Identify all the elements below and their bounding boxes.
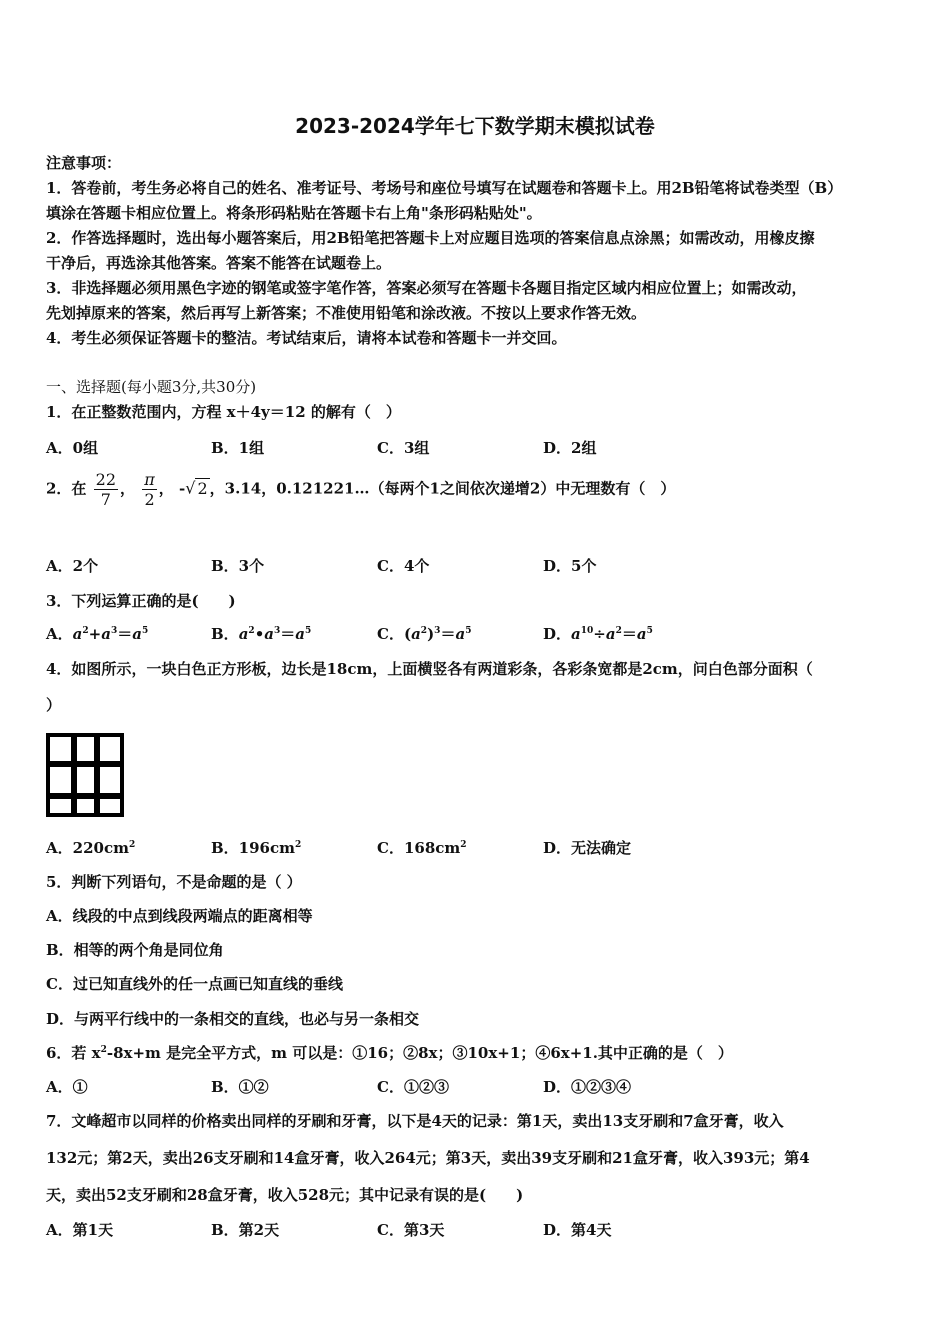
exponent: 5 — [305, 626, 312, 636]
equals: ＝ — [117, 625, 133, 643]
exponent: 5 — [646, 626, 653, 636]
q1-option-d: D．2组 — [543, 439, 597, 457]
q7-option-c: C．第3天 — [377, 1221, 445, 1239]
exponent: 3 — [434, 626, 441, 636]
base: a — [571, 625, 581, 643]
unit-exponent: 2 — [460, 840, 467, 850]
q3-option-c — [377, 623, 471, 644]
notice-line: 1．答卷前，考生务必将自己的姓名、准考证号、考场号和座位号填写在试题卷和答题卡上。用2B铅笔将试卷类型（B） — [46, 179, 843, 197]
base: a — [101, 625, 111, 643]
notice-line: 2．作答选择题时，选出每小题答案后，用2B铅笔把答题卡上对应题目选项的答案信息点涂黑；如需改动，用橡皮擦 — [46, 229, 815, 247]
q2-option-b: B．3个 — [211, 557, 265, 575]
q2-separator: ， — [158, 479, 174, 498]
question-7-stem-cont: 132元；第2天，卖出26支牙刷和14盒牙膏，收入264元；第3天，卖出39支牙刷和21盒牙膏，收入393元；第4 — [46, 1149, 810, 1167]
equals: ＝ — [621, 625, 637, 643]
unit-exponent: 2 — [295, 840, 302, 850]
operator: + — [88, 625, 102, 643]
notice-line: 先划掉原来的答案，然后再写上新答案；不准使用铅笔和涂改液。不按以上要求作答无效。 — [46, 304, 647, 322]
notice-line: 4．考生必须保证答题卡的整洁。考试结束后，请将本试卷和答题卡一并交回。 — [46, 329, 567, 347]
unit-exponent: 2 — [128, 840, 136, 850]
q7-option-a: A．第1天 — [46, 1221, 114, 1239]
horizontal-stripe — [48, 761, 122, 767]
q1-option-c: C．3组 — [377, 439, 430, 457]
question-7-stem-cont: 天，卖出52支牙刷和28盒牙膏，收入528元；其中记录有误的是( ) — [46, 1186, 524, 1204]
fraction-numerator: 22 — [95, 470, 117, 489]
q1-option-b: B．1组 — [211, 439, 265, 457]
radicand: 2 — [197, 478, 208, 498]
question-1-stem: 1．在正整数范围内，方程 x＋4y＝12 的解有（ ） — [46, 403, 401, 421]
q6-stem-part: -8x+m 是完全平方式，m 可以是：①16；②8x；③10x+1；④6x+1.其中正确的是（ ） — [106, 1044, 733, 1062]
option-label: D． — [543, 625, 572, 643]
question-7-stem: 7．文峰超市以同样的价格卖出同样的牙刷和牙膏，以下是4天的记录：第1天，卖出13支牙刷和7盒牙膏，收入 — [46, 1112, 784, 1130]
exponent: 3 — [110, 626, 118, 636]
q7-option-b: B．第2天 — [211, 1221, 280, 1239]
question-6-stem — [46, 1042, 906, 1063]
q3-option-a — [46, 623, 148, 644]
exponent: 5 — [141, 626, 149, 636]
notice-line: 3．非选择题必须用黑色字迹的钢笔或签字笔作答，答案必须写在答题卡各题目指定区域内相应位置上；如需改动， — [46, 279, 807, 297]
exponent: 3 — [274, 626, 281, 636]
exponent: 2 — [420, 626, 428, 636]
option-label: B．196cm — [211, 839, 295, 857]
base: a — [132, 625, 142, 643]
notice-line: 填涂在答题卡相应位置上。将条形码粘贴在答题卡右上角"条形码粘贴处"。 — [46, 204, 542, 222]
equals: ＝ — [280, 625, 296, 643]
option-label: B． — [211, 625, 239, 643]
q2-option-a: A．2个 — [46, 557, 99, 575]
notice-line: 干净后，再选涂其他答案。答案不能答在试题卷上。 — [46, 254, 392, 272]
question-4-stem-cont: ） — [46, 696, 62, 714]
base: a — [636, 625, 647, 643]
q5-option-a: A．线段的中点到线段两端点的距离相等 — [46, 907, 313, 925]
question-2-stem — [46, 470, 906, 509]
base: a — [238, 625, 249, 643]
operator: ÷ — [593, 625, 606, 643]
operator: • — [254, 625, 265, 643]
notice-heading: 注意事项： — [46, 154, 122, 172]
exponent: 2 — [615, 626, 622, 636]
q6-option-b: B．①② — [211, 1078, 269, 1096]
q6-option-d: D．①②③④ — [543, 1078, 632, 1096]
q6-stem-part: 6．若 x — [46, 1044, 101, 1062]
q3-option-b — [211, 623, 311, 644]
vertical-stripe — [94, 735, 100, 815]
question-3-stem: 3．下列运算正确的是( ) — [46, 592, 236, 610]
exponent: 2 — [248, 626, 255, 636]
q2-separator: ， — [120, 479, 136, 498]
q4-option-a — [46, 837, 135, 858]
square-board-figure — [46, 733, 124, 817]
q4-option-d — [543, 837, 631, 858]
equals: ＝ — [440, 625, 456, 643]
exponent: 5 — [465, 626, 472, 636]
q2-rest: ，3.14，0.121221…（每两个1之间依次递增2）中无理数有（ ） — [209, 479, 676, 498]
exponent: 10 — [580, 626, 594, 636]
q5-option-d: D．与两平行线中的一条相交的直线，也必与另一条相交 — [46, 1010, 420, 1028]
fraction-denominator: 2 — [144, 490, 155, 509]
fraction-denominator: 7 — [100, 490, 111, 509]
q3-option-d — [543, 623, 653, 644]
exponent: 2 — [82, 626, 89, 636]
q4-option-b — [211, 837, 301, 858]
q2-prefix: 2．在 — [46, 479, 87, 498]
q1-option-a: A．0组 — [46, 439, 99, 457]
q6-option-a: A．① — [46, 1078, 88, 1096]
base: a — [605, 625, 616, 643]
option-label: A．220cm — [46, 839, 129, 857]
vertical-stripe — [71, 735, 77, 815]
q2-option-c: C．4个 — [377, 557, 430, 575]
option-label: C． — [377, 625, 404, 643]
q4-option-c — [377, 837, 467, 858]
base: a — [411, 625, 421, 643]
base: a — [295, 625, 306, 643]
fraction-22-7 — [94, 470, 118, 509]
question-5-stem: 5．判断下列语句，不是命题的是（ ） — [46, 873, 302, 891]
page-title: 2023-2024学年七下数学期末模拟试卷 — [295, 114, 655, 138]
option-label: C．168cm — [377, 839, 461, 857]
q6-option-c: C．①②③ — [377, 1078, 449, 1096]
q7-option-d: D．第4天 — [543, 1221, 612, 1239]
fraction-pi-2 — [142, 470, 157, 509]
question-4-stem: 4．如图所示，一块白色正方形板，边长是18cm，上面横竖各有两道彩条，各彩条宽都是2cm，问白色部分面积（ — [46, 660, 813, 678]
base: a — [72, 625, 83, 643]
board-outline — [48, 735, 122, 815]
option-label: D．无法确定 — [543, 839, 632, 857]
q2-option-d: D．5个 — [543, 557, 597, 575]
horizontal-stripe — [48, 793, 122, 799]
exponent: 2 — [100, 1045, 107, 1055]
option-label: A． — [46, 625, 73, 643]
fraction-numerator: π — [144, 470, 155, 489]
paren: ( — [403, 625, 412, 643]
base: a — [264, 625, 275, 643]
base: a — [455, 625, 466, 643]
q5-option-c: C．过已知直线外的任一点画已知直线的垂线 — [46, 975, 343, 993]
q5-option-b: B．相等的两个角是同位角 — [46, 941, 224, 959]
paren: ) — [427, 625, 435, 643]
q2-neg: - — [179, 479, 186, 498]
section-heading: 一、选择题(每小题3分,共30分) — [46, 378, 257, 396]
sqrt-2: √ 2 — [185, 478, 208, 498]
